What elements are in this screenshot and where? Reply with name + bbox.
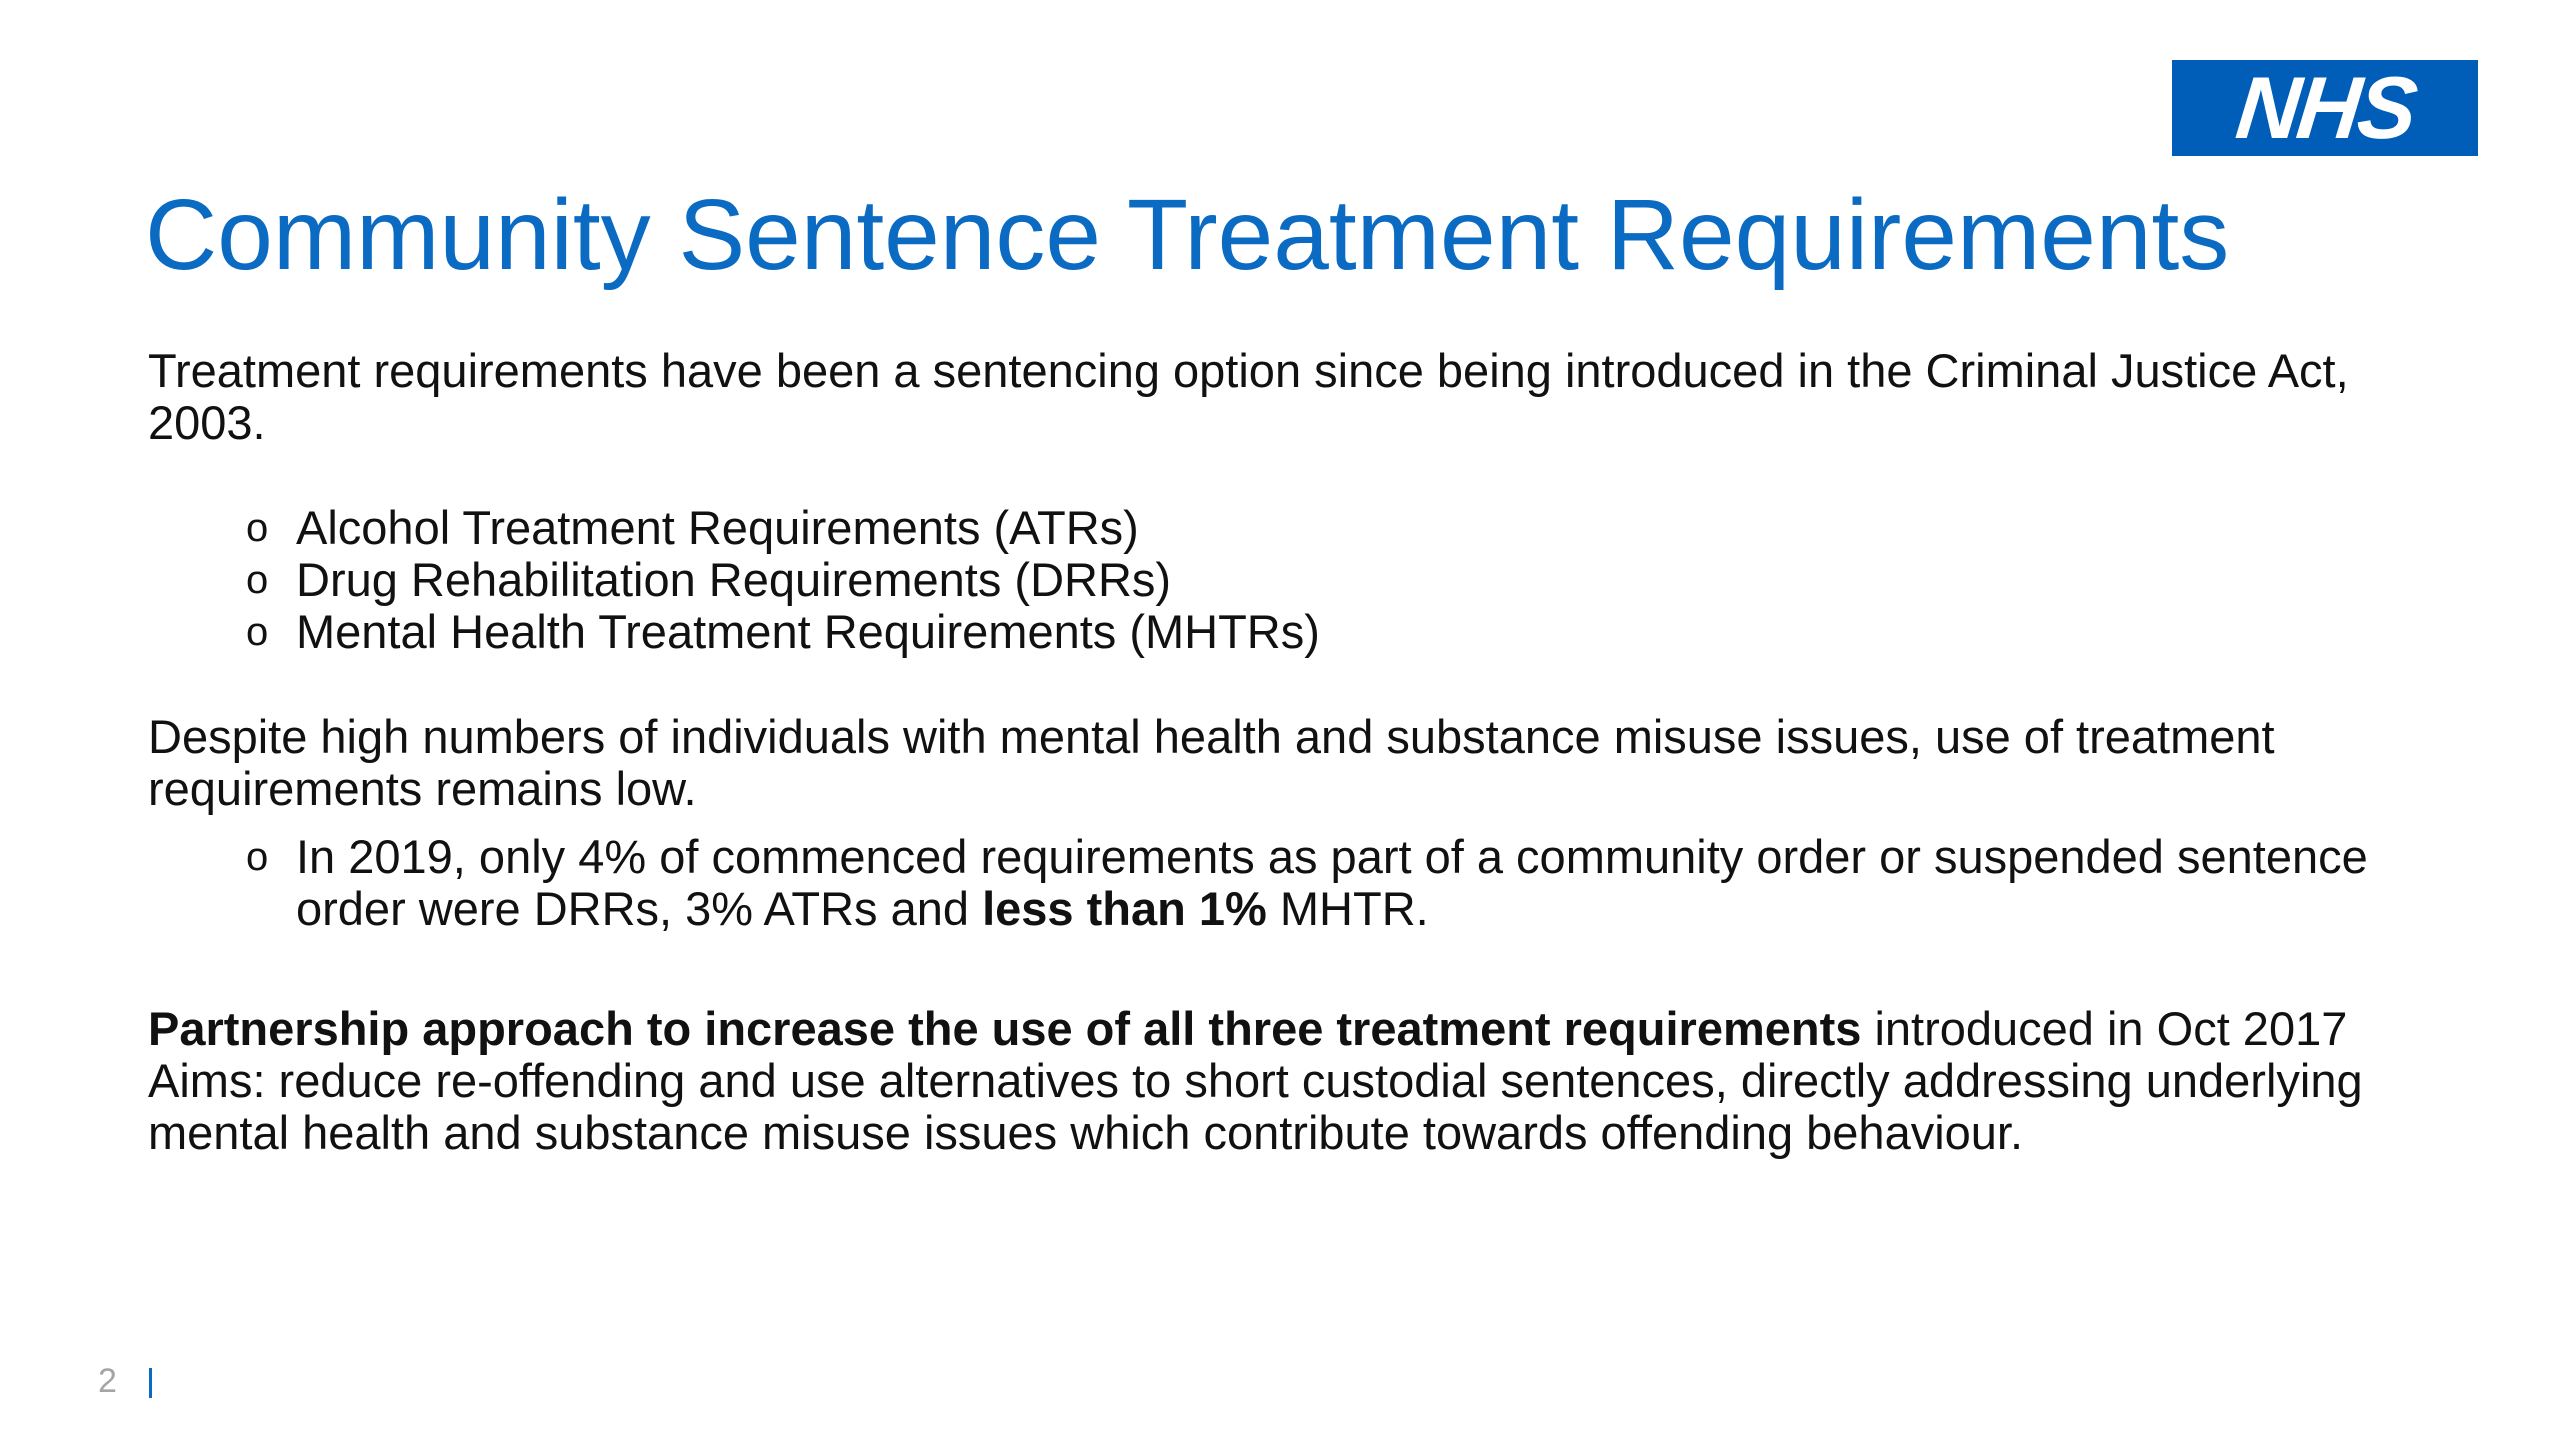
- intro-paragraph: Treatment requirements have been a sentencing option since being introduced in the Criminal Justice Act, 2003.: [148, 344, 2349, 449]
- stat-emphasis: less than 1%: [982, 882, 1267, 935]
- bullet-marker: o: [246, 506, 269, 550]
- stat-text-end: MHTR.: [1266, 882, 1429, 935]
- slide-body: [148, 345, 2428, 1159]
- page-number: 2: [98, 1362, 117, 1400]
- nhs-logo: [2172, 60, 2478, 156]
- bullet-marker: o: [246, 610, 269, 654]
- list-item-text: Mental Health Treatment Requirements (MHTRs): [296, 605, 1320, 658]
- list-item: [246, 605, 2428, 658]
- despite-paragraph: Despite high numbers of individuals with mental health and substance misuse issues, use of treatment requirements remains low.: [148, 710, 2275, 815]
- aims-paragraph: Aims: reduce re-offending and use alternatives to short custodial sentences, directly addressing underlying mental health and substance misuse issues which contribute towards offending behaviour.: [148, 1054, 2363, 1159]
- statistics-list: [148, 831, 2428, 935]
- stat-text: In 2019, only 4% of commenced requirements as part of a community order or suspended sentence order were DRRs, 3% ATRs and: [296, 830, 2368, 935]
- list-item: [246, 501, 2428, 554]
- list-item-text: Alcohol Treatment Requirements (ATRs): [296, 501, 1139, 554]
- bullet-marker: o: [246, 558, 269, 602]
- list-item-text: Drug Rehabilitation Requirements (DRRs): [296, 553, 1172, 606]
- page-number-divider: [149, 1368, 152, 1398]
- nhs-logo-text: NHS: [2231, 58, 2419, 157]
- list-item: [246, 830, 2428, 935]
- bullet-marker: o: [246, 835, 269, 879]
- partnership-emphasis: Partnership approach to increase the use of all three treatment requirements: [148, 1002, 1862, 1055]
- requirement-types-list: [148, 502, 2428, 658]
- slide-title: Community Sentence Treatment Requirements: [145, 179, 2230, 291]
- list-item: [246, 553, 2428, 606]
- partnership-rest: introduced in Oct 2017: [1861, 1002, 2348, 1055]
- partnership-paragraph: [148, 1003, 2428, 1055]
